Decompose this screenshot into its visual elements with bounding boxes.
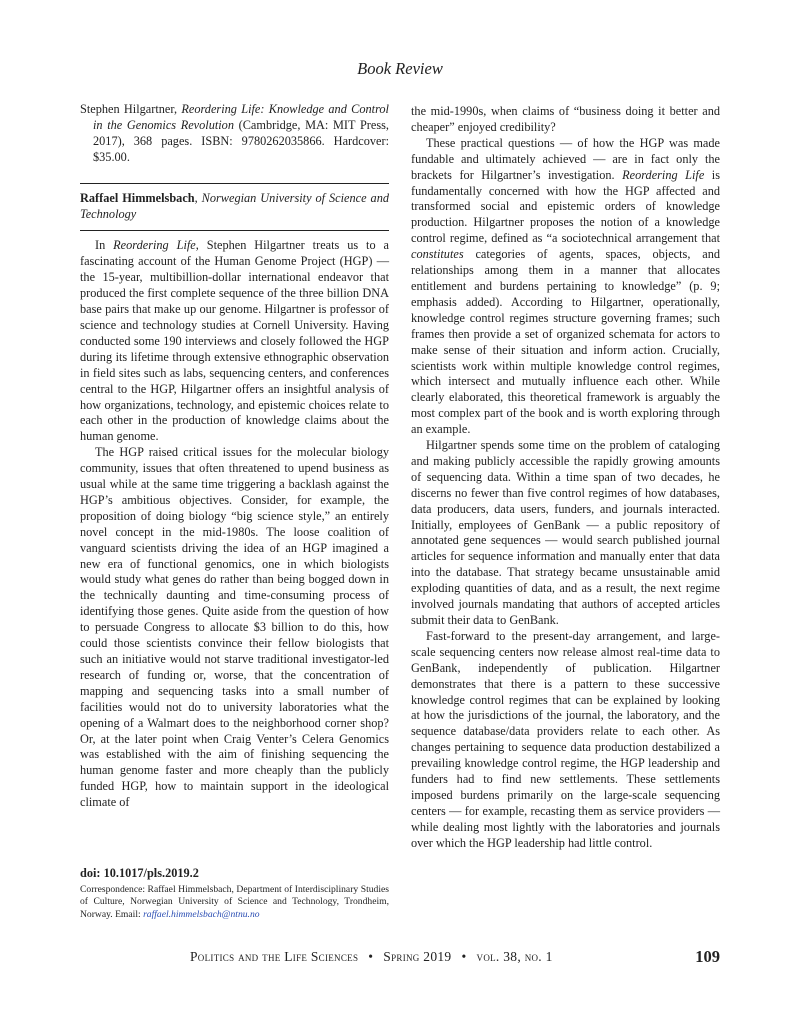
paragraph: These practical questions — of how the HGP was made fundable and ultimately achieved — are in fact only the brackets for Hilgartner’s investigation. Reordering Life is fundamentally concerned with how the HGP affected and transformed social and epistemic orders of knowledge production. Hilgartner proposes the notion of a knowledge control regime, defined as “a sociotechnical arrangement that constitutes categories of agents, spaces, objects, and relationships among them in a manner that allocates entitlement and burdens pertaining to knowledge” (p. 9; emphasis added). According to Hilgartner, operationally, knowledge control regimes structure governing frames; such frames then provide a set of organized schemata for actors to make sense of their situation and inform action. Crucially, scientists work within multiple knowledge control regimes, which intersect and mutually influence each other. While clearly elaborated, this theoretical framework is arguably the most complex part of the book and is worth exploring through an example.: [411, 135, 720, 437]
reviewer-name: Raffael Himmelsbach: [80, 190, 195, 205]
first-page-footnote: [80, 866, 389, 921]
journal-info: Politics and the Life Sciences • Spring 2019 • vol. 38, no. 1: [190, 949, 553, 964]
page-footer: [0, 947, 800, 967]
book-title: Reordering Life: Knowledge and Control in the Genomics Revolution: [93, 102, 389, 132]
volume-issue: vol. 38, no. 1: [476, 949, 553, 964]
issue-season: Spring 2019: [383, 949, 452, 964]
paragraph: The HGP raised critical issues for the molecular biology community, issues that often threatened to upend business as usual while at the same time triggering a backlash against the HGP’s ambitious objectives. Consider, for example, the proposition of doing biology “big science style,” an entirely novel concept in the mid-1980s. The loose coalition of vanguard scientists driving the idea of an HGP imagined a new era of functional genomics, one in which biologists would study what genes do rather than being bogged down in the technically daunting and time-consuming process of identifying those genes. Quite aside from the question of how to persuade Congress to allocate $3 billion to do this, how could those scientists convince their fellow biologists that such an initiative would not starve traditional investigator-led research of funding or, worse, that the concentration of mapping and sequencing tasks into a small number of facilities would not do to university laboratories what the opening of a Walmart does to the neighborhood corner shop? Or, at the later point when Craig Venter’s Celera Genomics was established with the aim of finishing sequencing the human genome faster and more cheaply than the publicly funded HGP, how to maintain support in the ideological climate of: [80, 445, 389, 810]
paragraph: Hilgartner spends some time on the problem of cataloging and making publicly accessible the rapidly growing amounts of sequencing data. Within a time span of two decades, he discerns no fewer than five control regimes of how databases, data producers, data users, funders, and journals interacted. Initially, employees of GenBank — a public repository of annotated gene sequences — would search published journal articles for sequence information and manually enter that data into the database. That strategy became unsustainable amid exploding quantities of data, and as a result, the next regime involved journals mandating that authors of accepted articles submit their data to GenBank.: [411, 438, 720, 627]
left-column: [80, 102, 389, 811]
reviewer-affiliation: Norwegian University of Science and Technology: [80, 190, 389, 221]
page-number: 109: [695, 947, 720, 966]
journal-name: Politics and the Life Sciences: [190, 949, 359, 964]
doi: doi: 10.1017/pls.2019.2: [80, 866, 199, 880]
book-citation: Stephen Hilgartner, Reordering Life: Knowledge and Control in the Genomics Revolution (Cambridge, MA: MIT Press, 2017), 368 pages. ISBN: 9780262035866. Hardcover: $35.00.: [80, 102, 389, 164]
reviewer-byline: Raffael Himmelsbach, Norwegian University of Science and Technology: [80, 190, 389, 221]
right-column: [411, 104, 720, 852]
running-header: Book Review: [357, 59, 443, 78]
paragraph: Fast-forward to the present-day arrangement, and large-scale sequencing centers now release almost real-time data to GenBank, independently of publication. Hilgartner demonstrates that there is a pattern to these successive knowledge control regimes that can be explained by looking at how the jurisdictions of the journal, the laboratory, and the sequence database/data providers relate to each other. As changes pertaining to sequence data production destabilized a prevailing knowledge control regime, the HGP leadership and funders had to find new settlements. These settlements imposed burdens primarily on the large-scale sequencing centers — for example, recasting them as service providers — while dealing most lightly with the laboratories and journals over which the HGP leadership had little control.: [411, 628, 720, 850]
correspondence-note: Correspondence: Raffael Himmelsbach, Department of Interdisciplinary Studies of Culture, Norwegian University of Science and Technology, Trondheim, Norway. Email: raffael.himmelsbach@ntnu.no: [80, 884, 389, 920]
email-link[interactable]: raffael.himmelsbach@ntnu.no: [143, 908, 260, 920]
paragraph: the mid-1990s, when claims of “business doing it better and cheaper” enjoyed credibility?: [411, 104, 720, 134]
paragraph: In Reordering Life, Stephen Hilgartner treats us to a fascinating account of the Human Genome Project (HGP) — the 15-year, multibillion-dollar international endeavor that produced the first complete sequence of the three billion DNA base pairs that make up our genome. Hilgartner is professor of science and technology studies at Cornell University. Having conducted some 190 interviews and closely followed the HGP during its lifetime through extensive ethnographic observation in field sites such as labs, sequencing centers, and conferences central to the HGP, Hilgartner offers an insightful analysis of how organizations, technology, and epistemic choices relate to each other in the production of knowledge claims about the human genome.: [80, 238, 389, 444]
